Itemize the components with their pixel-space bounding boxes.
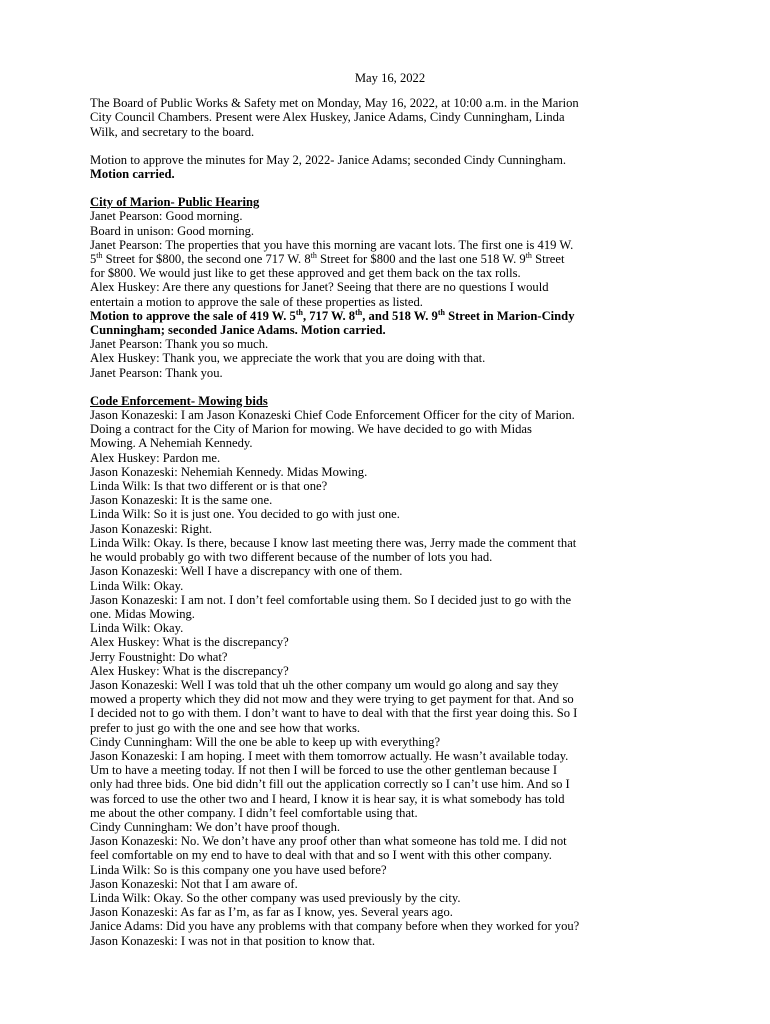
transcript-line: 5th Street for $800, the second one 717 W. 8th Street for $800 and the last one 518 W. 9th Street (90, 250, 565, 267)
transcript-line: Alex Huskey: Are there any questions for Janet? Seeing that there are no questions I would (90, 280, 549, 295)
transcript-line: I decided not to go with them. I don’t want to have to deal with that the first year doing this. So I (90, 706, 578, 721)
section-heading: Code Enforcement- Mowing bids (90, 393, 268, 408)
transcript-line: Um to have a meeting today. If not then I will be forced to use the other gentleman because I (90, 763, 558, 778)
transcript-line: he would probably go with two different because of the number of lots you had. (90, 550, 493, 565)
transcript-line: Alex Huskey: Pardon me. (90, 450, 221, 465)
transcript-line: was forced to use the other two and I heard, I know it is hear say, it is what somebody has told (90, 791, 565, 806)
transcript-line: feel comfortable on my end to have to deal with that and so I went with this other company. (90, 848, 552, 863)
intro-paragraph (90, 96, 690, 139)
transcript-line: Jason Konazeski: I am not. I don’t feel comfortable using them. So I decided just to go with the (90, 592, 572, 607)
transcript-line: Linda Wilk: So it is just one. You decided to go with just one. (90, 507, 400, 522)
minutes-result: Motion carried. (90, 167, 175, 182)
transcript-line: Jerry Foustnight: Do what? (90, 649, 228, 664)
transcript-line: Janet Pearson: Good morning. (90, 209, 243, 224)
property-sale-motion: Motion to approve the sale of 419 W. 5th, 717 W. 8th, and 518 W. 9th Street in Marion-Cindy (90, 307, 575, 323)
transcript-line: Linda Wilk: Is that two different or is that one? (90, 479, 328, 494)
transcript-line: Doing a contract for the City of Marion for mowing. We have decided to go with Midas (90, 422, 532, 437)
transcript-line: Jason Konazeski: I am hoping. I meet with them tomorrow actually. He wasn’t available today. (90, 748, 569, 763)
transcript-line: one. Midas Mowing. (90, 606, 195, 621)
transcript-line: Linda Wilk: Okay. (90, 578, 184, 593)
transcript-line: Jason Konazeski: I was not in that position to know that. (90, 933, 376, 948)
mowing-transcript (90, 408, 690, 948)
property-sale-motion: Cunningham; seconded Janice Adams. Motion carried. (90, 323, 386, 338)
transcript-line: Jason Konazeski: Not that I am aware of. (90, 876, 298, 891)
meeting-date: May 16, 2022 (354, 71, 426, 85)
transcript-line: Jason Konazeski: Nehemiah Kennedy. Midas Mowing. (90, 464, 368, 479)
transcript-line: Janet Pearson: The properties that you have this morning are vacant lots. The first one is 419 W. (90, 237, 574, 252)
public-hearing-section (90, 195, 690, 380)
transcript-line: Jason Konazeski: Well I was told that uh the other company um would go along and say they (90, 677, 559, 692)
mowing-bids-section (90, 394, 690, 948)
transcript-line: Cindy Cunningham: We don’t have proof though. (90, 819, 341, 834)
minutes-motion-paragraph (90, 153, 690, 181)
transcript-line: me about the other company. I didn’t feel comfortable using that. (90, 805, 418, 820)
transcript-line: Janice Adams: Did you have any problems with that company before when they worked for you? (90, 919, 580, 934)
intro-line: The Board of Public Works & Safety met on Monday, May 16, 2022, at 10:00 a.m. in the Marion (90, 96, 579, 111)
transcript-line: prefer to just go with the one and see how that works. (90, 720, 361, 735)
transcript-line: Cindy Cunningham: Will the one be able to keep up with everything? (90, 734, 441, 749)
transcript-line: Mowing. A Nehemiah Kennedy. (90, 436, 253, 451)
transcript-line: Jason Konazeski: Right. (90, 521, 213, 536)
transcript-line: Board in unison: Good morning. (90, 223, 255, 238)
transcript-line: only had three bids. One bid didn’t fill out the application correctly so I can’t use him. And so I (90, 777, 570, 792)
document-page (90, 71, 690, 948)
intro-line: City Council Chambers. Present were Alex Huskey, Janice Adams, Cindy Cunningham, Linda (90, 110, 565, 125)
transcript-line: Janet Pearson: Thank you. (90, 365, 223, 380)
transcript-line: Jason Konazeski: Well I have a discrepancy with one of them. (90, 564, 403, 579)
transcript-line: Jason Konazeski: No. We don’t have any proof other than what someone has told me. I did not (90, 834, 567, 849)
transcript-line: Alex Huskey: What is the discrepancy? (90, 635, 289, 650)
transcript-line: entertain a motion to approve the sale of these properties as listed. (90, 294, 423, 309)
transcript-line: Linda Wilk: So is this company one you have used before? (90, 862, 387, 877)
transcript-line: Janet Pearson: Thank you so much. (90, 337, 269, 352)
section-heading: City of Marion- Public Hearing (90, 195, 260, 210)
transcript-line: mowed a property which they did not mow and they were trying to get payment for that. And so (90, 692, 574, 707)
minutes-motion: Motion to approve the minutes for May 2, 2022- Janice Adams; seconded Cindy Cunningham. (90, 152, 567, 167)
transcript-line: Linda Wilk: Okay. (90, 621, 184, 636)
transcript-line: Jason Konazeski: As far as I’m, as far as I know, yes. Several years ago. (90, 905, 453, 920)
intro-line: Wilk, and secretary to the board. (90, 124, 255, 139)
transcript-line: Alex Huskey: What is the discrepancy? (90, 663, 289, 678)
transcript-line: Jason Konazeski: I am Jason Konazeski Chief Code Enforcement Officer for the city of Marion. (90, 408, 575, 423)
transcript-line: Linda Wilk: Okay. So the other company was used previously by the city. (90, 890, 461, 905)
transcript-line: Jason Konazeski: It is the same one. (90, 493, 273, 508)
transcript-line: Linda Wilk: Okay. Is there, because I know last meeting there was, Jerry made the comment that (90, 535, 577, 550)
transcript-line: Alex Huskey: Thank you, we appreciate the work that you are doing with that. (90, 351, 486, 366)
transcript-line: for $800. We would just like to get these approved and get them back on the tax rolls. (90, 266, 521, 281)
